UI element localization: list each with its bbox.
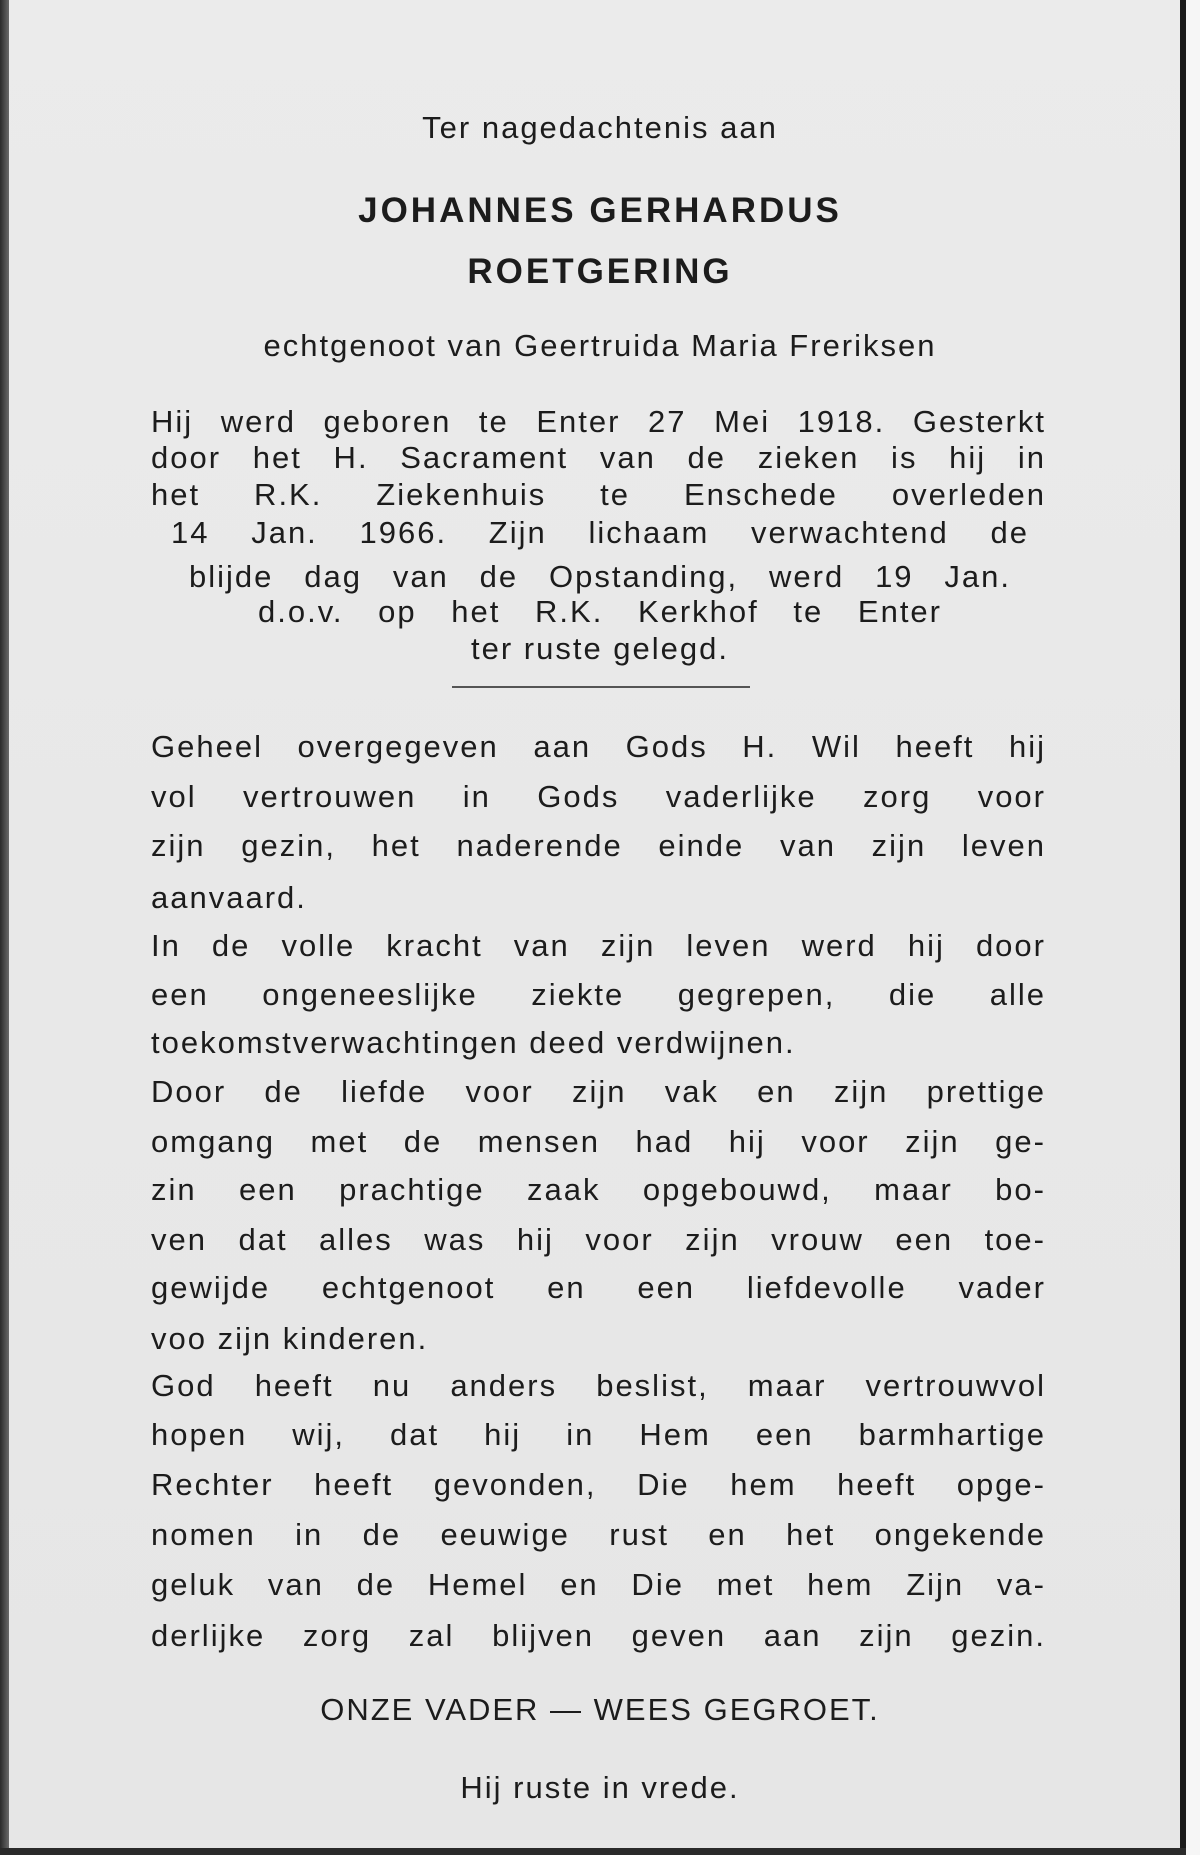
prayers-text: ONZE VADER — WEES GEGROET.: [320, 1692, 880, 1727]
text-line: zijn gezin, het naderende einde van zijn leven: [151, 828, 1046, 864]
text-line: God heeft nu anders beslist, maar vertrouwvol: [151, 1368, 1046, 1404]
biography-line: 14 Jan. 1966. Zijn lichaam verwachtend de: [171, 515, 1029, 550]
text-line: omgang met de mensen had hij voor zijn ge-: [151, 1123, 1046, 1159]
biography-line: het R.K. Ziekenhuis te Enschede overleden: [151, 477, 1046, 512]
text-line: geluk van de Hemel en Die met hem Zijn va-: [151, 1567, 1046, 1603]
biography-line: d.o.v. op het R.K. Kerkhof te Enter: [258, 594, 942, 629]
text-line: ven dat alles was hij voor zijn vrouw een toe-: [151, 1221, 1046, 1257]
text-line: aanvaard.: [151, 880, 307, 916]
text-line: zin een prachtige zaak opgebouwd, maar bo-: [151, 1172, 1046, 1208]
divider: [452, 686, 750, 688]
biography-line: ter ruste gelegd.: [470, 631, 730, 666]
text-line: toekomstverwachtingen deed verdwijnen.: [151, 1024, 796, 1060]
text-line: nomen in de eeuwige rust en het ongekende: [151, 1517, 1046, 1553]
biography-line: Hij werd geboren te Enter 27 Mei 1918. Gesterkt: [151, 404, 1046, 439]
spouse-text: echtgenoot van Geertruida Maria Freriksen: [263, 328, 937, 363]
text-line: gewijde echtgenoot en een liefdevolle vader: [151, 1270, 1046, 1306]
biography-line: blijde dag van de Opstanding, werd 19 Jan.: [189, 559, 1011, 594]
text-line: Rechter heeft gevonden, Die hem heeft opge-: [151, 1466, 1046, 1502]
deceased-name-line2: ROETGERING: [467, 252, 733, 291]
text-line: hopen wij, dat hij in Hem een barmhartige: [151, 1416, 1046, 1452]
deceased-name-line1: JOHANNES GERHARDUS: [358, 191, 842, 230]
card-edge-bottom: [0, 1848, 1186, 1855]
text-line: derlijke zorg zal blijven geven aan zijn gezin.: [151, 1617, 1046, 1653]
text-line: Door de liefde voor zijn vak en zijn prettige: [151, 1074, 1046, 1110]
text-line: In de volle kracht van zijn leven werd hij door: [151, 927, 1046, 963]
text-line: voo zijn kinderen.: [151, 1321, 429, 1357]
rest-in-peace-text: Hij ruste in vrede.: [460, 1770, 740, 1805]
text-line: vol vertrouwen in Gods vaderlijke zorg voor: [151, 778, 1046, 814]
intro-text: Ter nagedachtenis aan: [422, 110, 778, 145]
text-line: Geheel overgegeven aan Gods H. Wil heeft hij: [151, 729, 1046, 765]
biography-line: door het H. Sacrament van de zieken is hij in: [151, 440, 1046, 475]
text-line: een ongeneeslijke ziekte gegrepen, die alle: [151, 977, 1046, 1013]
